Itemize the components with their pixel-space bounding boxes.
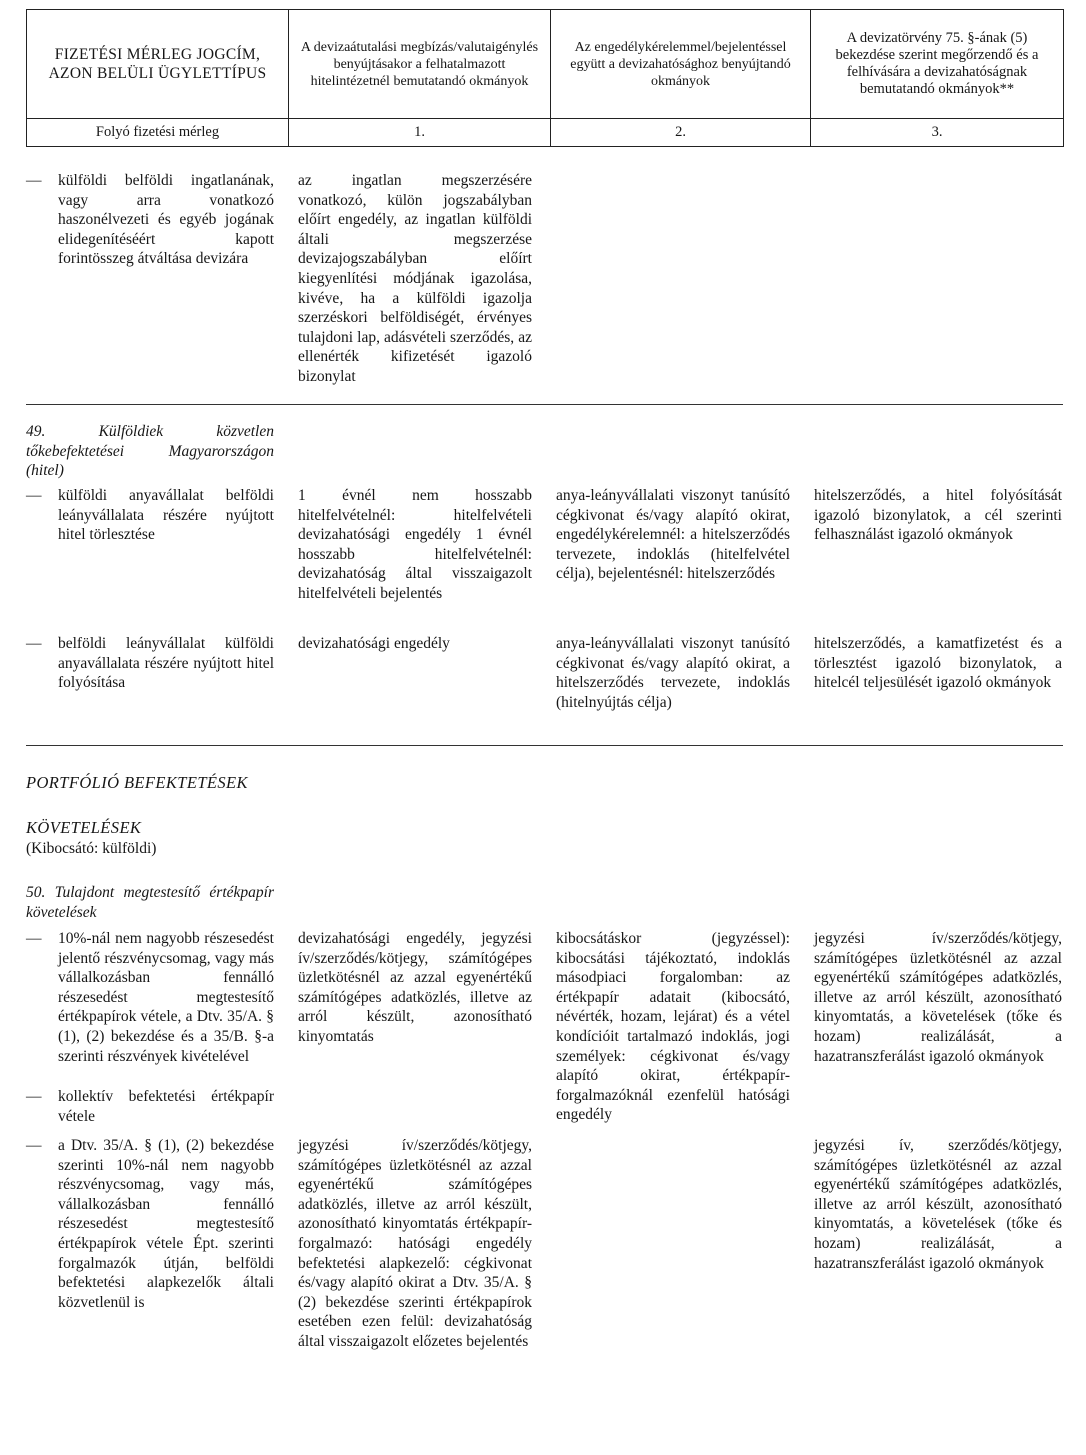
dash-marker: — bbox=[26, 172, 42, 189]
item-col-1: devizahatósági engedély bbox=[298, 635, 450, 652]
item-col-2: anya-leányvállalati viszonyt tanúsító cégkivonat és/vagy alapító okirat, a hitelszerződés tervezete, indoklás (hitelnyújtás célja) bbox=[556, 635, 790, 711]
claims-heading: KÖVETELÉSEK bbox=[26, 818, 142, 837]
portfolio-heading: PORTFÓLIÓ BEFEKTETÉSEK bbox=[26, 773, 248, 792]
dash-marker: — bbox=[26, 487, 42, 504]
item-title: külföldi anyavállalat belföldi leányvállalata részére nyújtott hitel törlesztése bbox=[58, 487, 274, 544]
item-col-3: jegyzési ív, szerződés/kötjegy, számítógépes üzletkötésnél az azzal egyenértékű számítógépes adatközlés, illetve az arról készült, azonosítható kinyomtatás, a követelések (tőke és hozam) realizálását, a hazatranszferálást igazoló okmányok bbox=[814, 1137, 1062, 1272]
item-col-1: devizahatósági engedély, jegyzési ív/szerződés/kötjegy, számítógépes üzletkötésnél az azzal egyenértékű számítógépes adatközlés, illetve az arról készült, azonosítható kinyomtatás bbox=[298, 930, 532, 1045]
header-sub-1: 1. bbox=[289, 119, 551, 147]
header-col-2: Az engedélykérelemmel/bejelentéssel együtt a devizahatósághoz benyújtandó okmányok bbox=[551, 10, 811, 119]
item-col-1: 1 évnél nem hosszabb hitelfelvételnél: hitelfelvételi devizahatósági engedély 1 évnél hosszabb hitelfelvételnél: devizahatóság által visszaigazolt hitelfelvételi bejelentés bbox=[298, 487, 532, 602]
item-col-1: az ingatlan megszerzésére vonatkozó, külön jogszabályban előírt engedély, az ingatlan külföldi általi megszerzése devizajogszabályban előírt kiegyenlítési módjának igazolása, kivéve, ha a külföldi igazolja szerzéskori belföldiségét, érvényes tulajdoni lap, adásvételi szerződés, az ellenérték kifizetését igazoló bizonylat bbox=[298, 172, 532, 385]
item-col-3: hitelszerződés, a hitel folyósítását igazoló bizonylatok, a cél szerinti felhasználást igazoló okmányok bbox=[814, 487, 1062, 544]
header-col-1: A devizaátutalási megbízás/valutaigénylés benyújtásakor a felhatalmazott hitelintézetnél bemutatandó okmányok bbox=[289, 10, 551, 119]
dash-marker: — bbox=[26, 1088, 42, 1105]
item-col-2: anya-leányvállalati viszonyt tanúsító cégkivonat és/vagy alapító okirat, engedélykérelemnél: a hitelszerződés tervezete, indoklás (hitelfelvétel célja), bejelentésnél: hitelszerződés bbox=[556, 487, 790, 583]
item-col-3: hitelszerződés, a kamatfizetést és a törlesztést igazoló bizonylatok, a hitelcél teljesülését igazoló okmányok bbox=[814, 635, 1062, 692]
header-sub-2: 2. bbox=[551, 119, 811, 147]
section-title: 50. Tulajdont megtestesítő értékpapír követelések bbox=[26, 884, 274, 921]
item-col-1: jegyzési ív/szerződés/kötjegy, számítógépes üzletkötésnél az azzal egyenértékű számítógépes adatközlés, illetve az arról készült, azonosítható kinyomtatás értékpapír-forgalmazó: hatósági engedély befektetési alapkezelő: cégkivonat és/vagy alapító okirat a Dtv. 35/A. § (2) bekezdése szerinti értékpapírok esetében ezen felül: devizahatóság által visszaigazolt előzetes bejelentés bbox=[298, 1137, 532, 1350]
section-divider bbox=[26, 745, 1063, 746]
header-sub-0: Folyó fizetési mérleg bbox=[27, 119, 289, 147]
item-col-3: jegyzési ív/szerződés/kötjegy, számítógépes üzletkötésnél az azzal egyenértékű számítógépes adatközlés, illetve az arról készült, azonosítható kinyomtatás, a követelések (tőke és hozam) realizálását, a hazatranszferálást igazoló okmányok bbox=[814, 930, 1062, 1065]
issuer-note: (Kibocsátó: külföldi) bbox=[26, 840, 157, 857]
section-title: 49. Külföldiek közvetlen tőkebefektetései Magyarországon (hitel) bbox=[26, 423, 274, 480]
dash-marker: — bbox=[26, 635, 42, 652]
header-table bbox=[26, 9, 1064, 147]
item-title: külföldi belföldi ingatlanának, vagy arra vonatkozó haszonélvezeti és egyéb jogának elidegenítéséért kapott forintösszeg átváltása devizára bbox=[58, 172, 274, 268]
header-col-title: FIZETÉSI MÉRLEG JOGCÍM, AZON BELÜLI ÜGYLETTÍPUS bbox=[27, 10, 289, 119]
header-sub-3: 3. bbox=[811, 119, 1064, 147]
item-col-2: kibocsátáskor (jegyzéssel): kibocsátási tájékoztató, indoklás másodpiaci forgalomban: az értékpapír adatait (kibocsátó, névérték, hozam, lejárat) és a vétel kondícióit tartalmazó indoklás, jogi személyek: cégkivonat és/vagy alapító okirat, értékpapír-forgalmazóknál ezenfelül hatósági engedély bbox=[556, 930, 790, 1124]
section-divider bbox=[26, 404, 1063, 405]
header-col-3: A devizatörvény 75. §-ának (5) bekezdése szerint megőrzendő és a felhívására a devizahatóságnak bemutatandó okmányok** bbox=[811, 10, 1064, 119]
dash-marker: — bbox=[26, 1137, 42, 1154]
dash-marker: — bbox=[26, 930, 42, 947]
item-title: belföldi leányvállalat külföldi anyavállalata részére nyújtott hitel folyósítása bbox=[58, 635, 274, 692]
item-title: 10%-nál nem nagyobb részesedést jelentő részvénycsomag, vagy más vállalkozásban fennálló részesedést megtestesítő értékpapírok vétele, a Dtv. 35/A. § (1), (2) bekezdése és a 35/B. §-a szerinti részvények kivételével bbox=[58, 930, 274, 1065]
item-title: kollektív befektetési értékpapír vétele bbox=[58, 1088, 274, 1125]
item-title: a Dtv. 35/A. § (1), (2) bekezdése szerinti 10%-nál nem nagyobb részvénycsomag, vagy más, vállalkozásban fennálló részesedést megtestesítő értékpapírok vétele Épt. szerinti forgalmazók útján, belföldi befektetési alapkezelők általi közvetlenül is bbox=[58, 1137, 274, 1311]
